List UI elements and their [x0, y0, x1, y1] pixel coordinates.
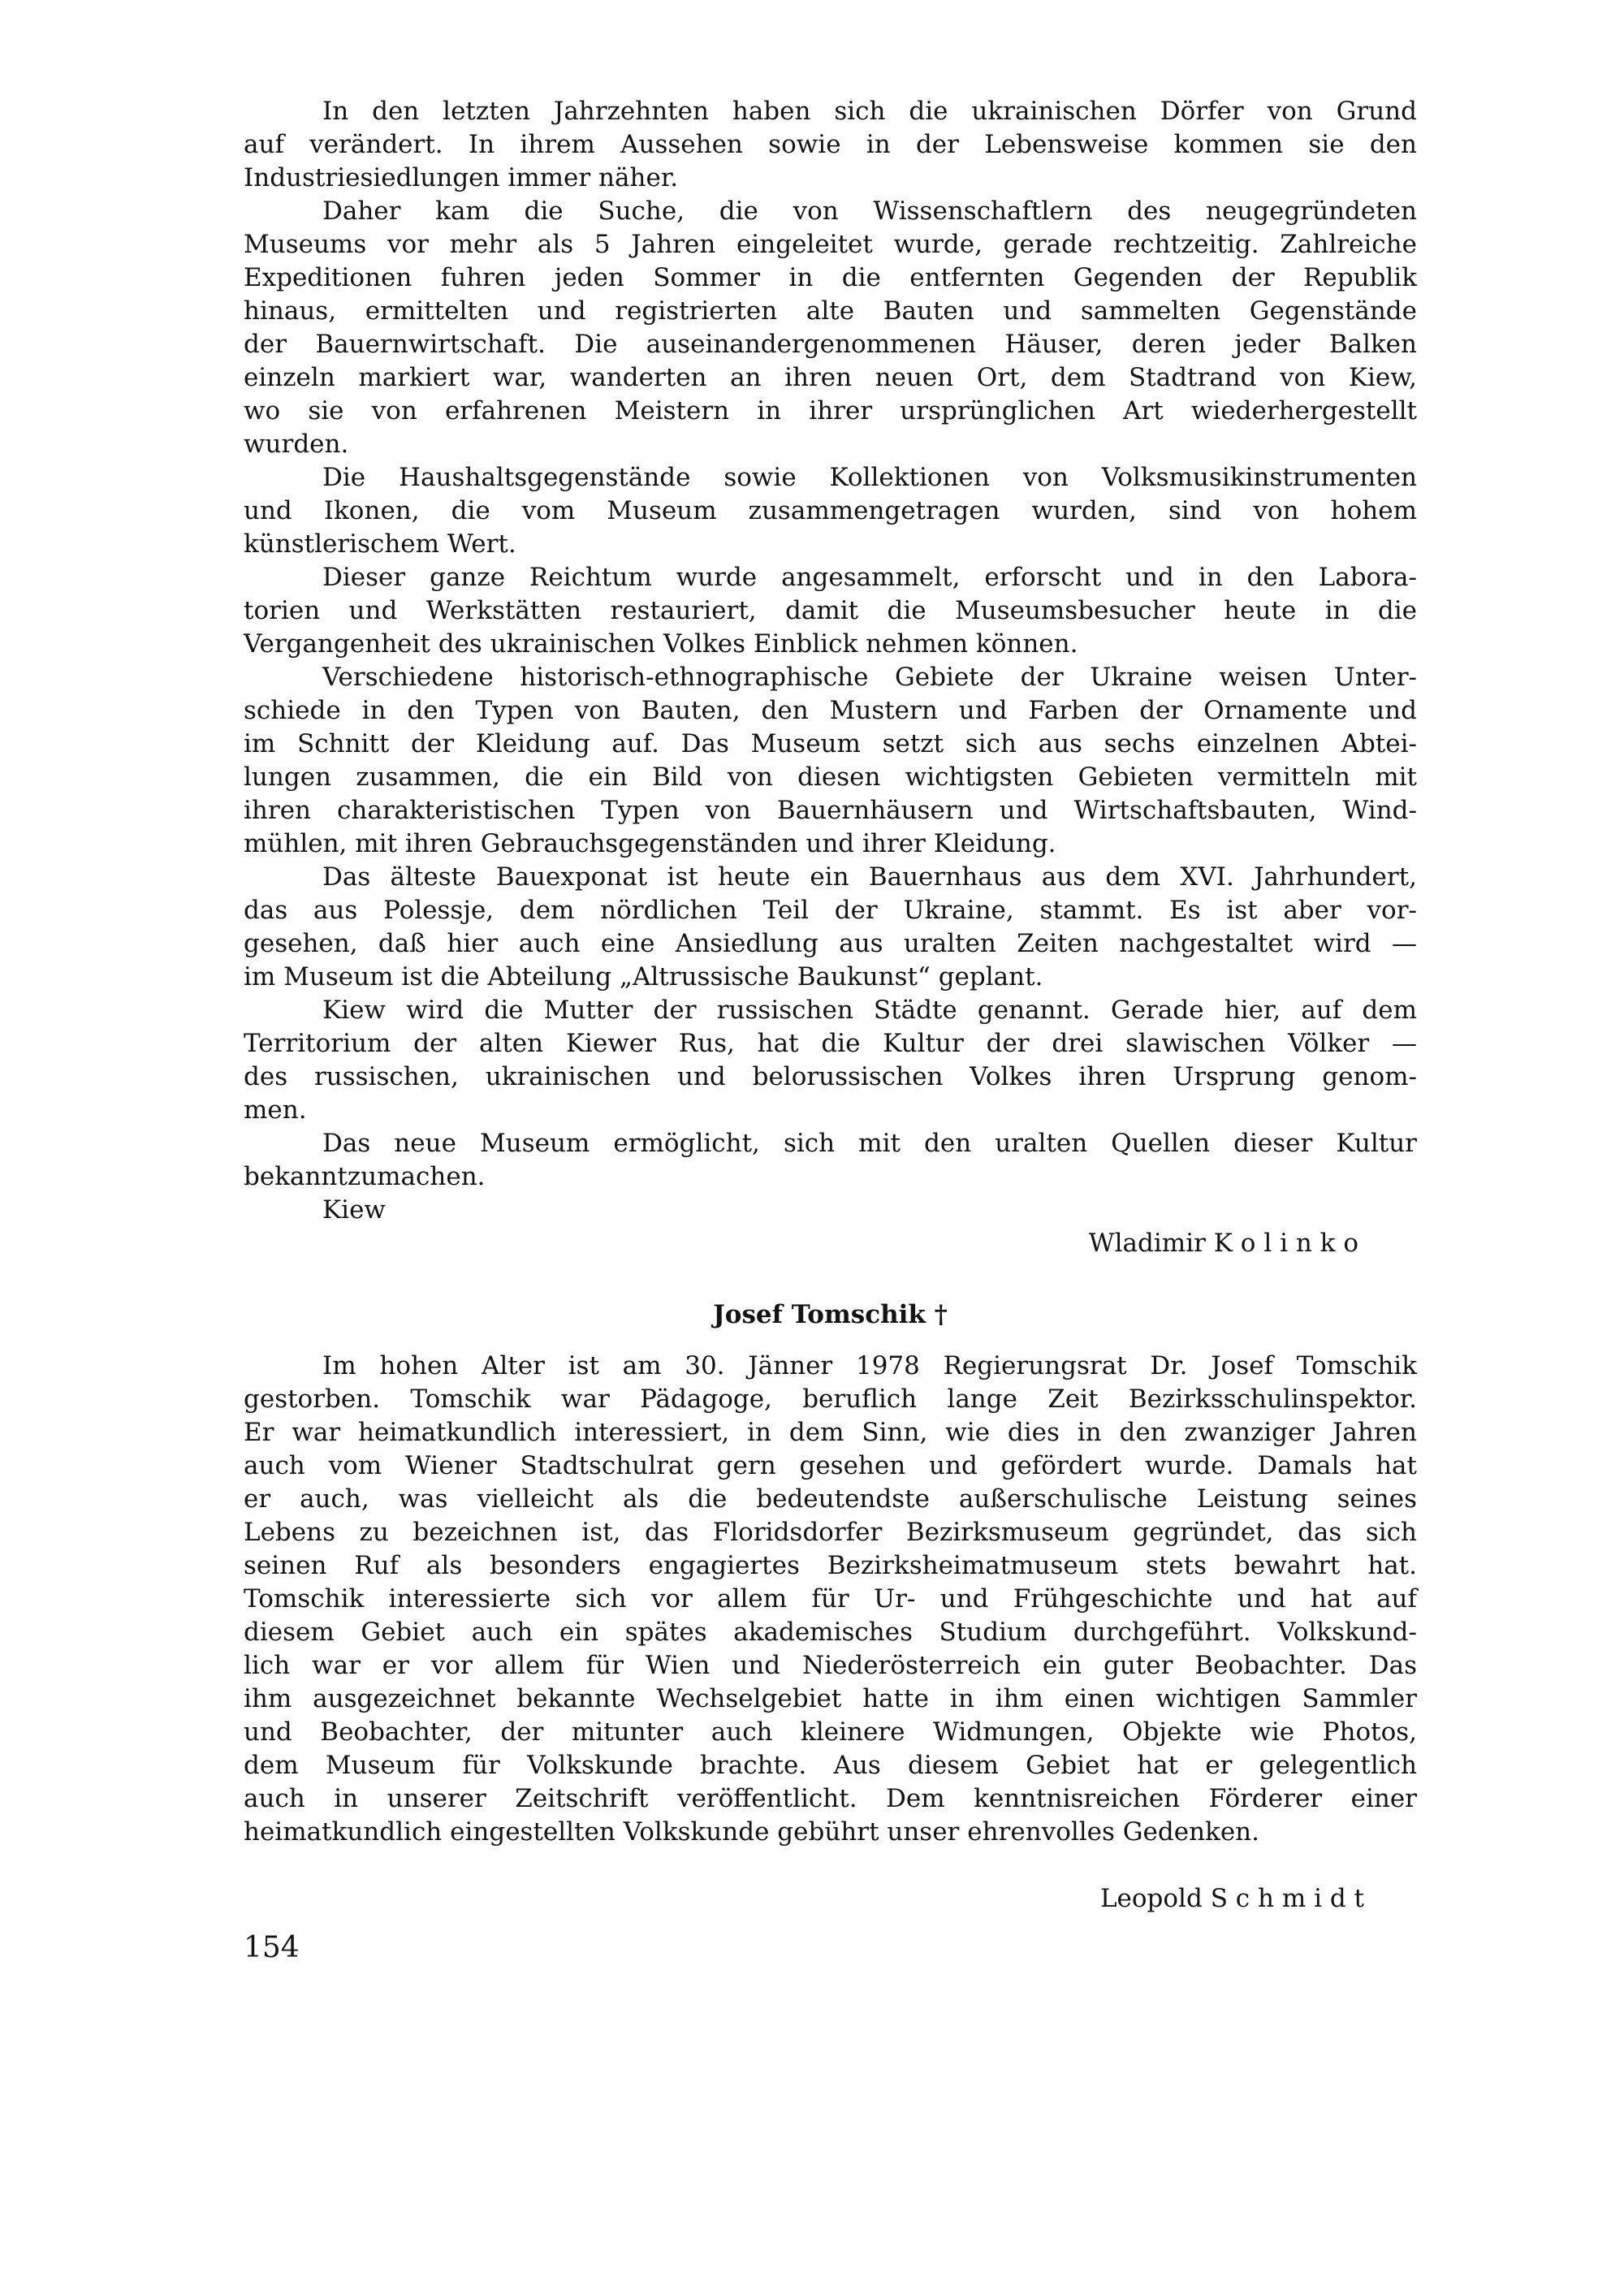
- text-line: torien und Werkstätten restauriert, damit die Museumsbesucher heute in die: [244, 596, 1417, 625]
- text-line: men.: [244, 1095, 307, 1125]
- paragraph: [244, 561, 1417, 661]
- text-line: Im hohen Alter ist am 30. Jänner 1978 Regierungsrat Dr. Josef Tomschik: [322, 1351, 1417, 1380]
- text-line: Die Haushaltsgegenstände sowie Kollektionen von Volksmusikinstrumenten: [322, 463, 1417, 492]
- paragraph: [244, 195, 1417, 461]
- obituary-author-gap: [1203, 1884, 1211, 1913]
- article-tomschik-body: [244, 1350, 1417, 1849]
- article-kolinko: [244, 95, 1417, 1294]
- text-line: Industriesiedlungen immer näher.: [244, 163, 679, 192]
- article-tomschik: [244, 1350, 1417, 1949]
- page-number: 154: [244, 1931, 300, 1964]
- text-line: Museums vor mehr als 5 Jahren eingeleitet wurde, gerade rechtzeitig. Zahlreiche: [244, 230, 1417, 259]
- text-line: Expeditionen fuhren jeden Sommer in die entfernten Gegenden der Republik: [244, 263, 1417, 292]
- text-line: seinen Ruf als besonders engagiertes Bezirksheimatmuseum stets bewahrt hat.: [244, 1551, 1417, 1580]
- paragraph: [244, 861, 1417, 994]
- text-line: wurden.: [244, 430, 349, 459]
- text-line: Tomschik interessierte sich vor allem für Ur- und Frühgeschichte und hat auf: [244, 1584, 1417, 1614]
- obituary-author-surname: S c h m i d t: [1210, 1884, 1364, 1913]
- article-tomschik-signature-row: [244, 1849, 1417, 1949]
- text-line: gesehen, daß hier auch eine Ansiedlung aus uralten Zeiten nachgestaltet wird —: [244, 929, 1417, 958]
- text-line: wo sie von erfahrenen Meistern in ihrer ursprünglichen Art wiederhergestellt: [244, 396, 1417, 426]
- text-line: heimatkundlich eingestellten Volkskunde gebührt unser ehrenvolles Gedenken.: [244, 1817, 1260, 1847]
- paragraph: [244, 461, 1417, 561]
- text-line: auch vom Wiener Stadtschulrat gern gesehen und gefördert wurde. Damals hat: [244, 1451, 1417, 1480]
- text-line: Er war heimatkundlich interessiert, in dem Sinn, wie dies in den zwanziger Jahren: [244, 1418, 1417, 1447]
- text-line: gestorben. Tomschik war Pädagoge, beruflich lange Zeit Bezirksschulinspektor.: [244, 1385, 1417, 1414]
- signature-author-gap: [1206, 1229, 1214, 1258]
- text-line: er auch, was vielleicht als die bedeutendste außerschulische Leistung seines: [244, 1484, 1417, 1514]
- paragraph: [244, 1127, 1417, 1194]
- paragraph: [244, 1350, 1417, 1849]
- text-line: dem Museum für Volkskunde brachte. Aus diesem Gebiet hat er gelegentlich: [244, 1751, 1417, 1780]
- text-line: lich war er vor allem für Wien und Niederösterreich ein guter Beobachter. Das: [244, 1651, 1417, 1680]
- text-line: Kiew wird die Mutter der russischen Städte genannt. Gerade hier, auf dem: [322, 996, 1417, 1025]
- text-line: Territorium der alten Kiewer Rus, hat die Kultur der drei slawischen Völker —: [244, 1029, 1417, 1058]
- text-line: Das neue Museum ermöglicht, sich mit den uralten Quellen dieser Kultur: [322, 1129, 1417, 1158]
- text-line: auch in unserer Zeitschrift veröffentlicht. Dem kenntnisreichen Förderer einer: [244, 1784, 1417, 1813]
- text-line: auf verändert. In ihrem Aussehen sowie in der Lebensweise kommen sie den: [244, 130, 1417, 159]
- text-line: In den letzten Jahrzehnten haben sich die ukrainischen Dörfer von Grund: [322, 97, 1417, 126]
- text-line: Vergangenheit des ukrainischen Volkes Einblick nehmen können.: [244, 629, 1078, 659]
- text-line: Verschiedene historisch-ethnographische Gebiete der Ukraine weisen Unter-: [322, 663, 1417, 692]
- signature-author-given: Wladimir: [1088, 1229, 1206, 1258]
- text-line: und Beobachter, der mitunter auch kleinere Widmungen, Objekte wie Photos,: [244, 1717, 1417, 1747]
- text-line: des russischen, ukrainischen und belorussischen Volkes ihren Ursprung genom-: [244, 1062, 1417, 1091]
- signature-author: [1025, 1194, 1358, 1294]
- paragraph: [244, 994, 1417, 1127]
- signature-place: Kiew: [322, 1195, 386, 1225]
- paragraph: [244, 95, 1417, 195]
- article-kolinko-body: [244, 95, 1417, 1194]
- text-line: Daher kam die Suche, die von Wissenschaftlern des neugegründeten: [322, 197, 1417, 226]
- text-line: mühlen, mit ihren Gebrauchsgegenständen und ihrer Kleidung.: [244, 829, 1056, 858]
- text-line: und Ikonen, die vom Museum zusammengetragen wurden, sind von hohem: [244, 496, 1417, 525]
- text-line: der Bauernwirtschaft. Die auseinandergenommenen Häuser, deren jeder Balken: [244, 330, 1417, 359]
- text-line: schiede in den Typen von Bauten, den Mustern und Farben der Ornamente und: [244, 696, 1417, 725]
- text-line: Dieser ganze Reichtum wurde angesammelt, erforscht und in den Labora-: [322, 563, 1417, 592]
- obituary-heading: Josef Tomschik †: [713, 1300, 948, 1329]
- text-line: Das älteste Bauexponat ist heute ein Bauernhaus aus dem XVI. Jahrhundert,: [322, 862, 1417, 892]
- text-line: Lebens zu bezeichnen ist, das Floridsdorfer Bezirksmuseum gegründet, das sich: [244, 1518, 1417, 1547]
- obituary-author-given: Leopold: [1099, 1884, 1203, 1913]
- signature-author-surname: K o l i n k o: [1213, 1229, 1358, 1258]
- text-line: im Schnitt der Kleidung auf. Das Museum setzt sich aus sechs einzelnen Abtei-: [244, 729, 1417, 758]
- text-line: hinaus, ermittelten und registrierten alte Bauten und sammelten Gegenstände: [244, 296, 1417, 326]
- text-line: das aus Polessje, dem nördlichen Teil der Ukraine, stammt. Es ist aber vor-: [244, 896, 1417, 925]
- article-kolinko-signature-row: [244, 1194, 1417, 1294]
- text-line: im Museum ist die Abteilung „Altrussische Baukunst“ geplant.: [244, 962, 1043, 991]
- text-line: künstlerischem Wert.: [244, 529, 516, 559]
- text-line: ihm ausgezeichnet bekannte Wechselgebiet hatte in ihm einen wichtigen Sammler: [244, 1684, 1417, 1713]
- text-line: diesem Gebiet auch ein spätes akademisches Studium durchgeführt. Volkskund-: [244, 1618, 1417, 1647]
- text-line: ihren charakteristischen Typen von Bauernhäusern und Wirtschaftsbauten, Wind-: [244, 796, 1417, 825]
- text-line: einzeln markiert war, wanderten an ihren neuen Ort, dem Stadtrand von Kiew,: [244, 363, 1417, 392]
- text-line: bekanntzumachen.: [244, 1162, 486, 1191]
- text-line: lungen zusammen, die ein Bild von diesen wichtigsten Gebieten vermitteln mit: [244, 763, 1417, 792]
- paragraph: [244, 661, 1417, 861]
